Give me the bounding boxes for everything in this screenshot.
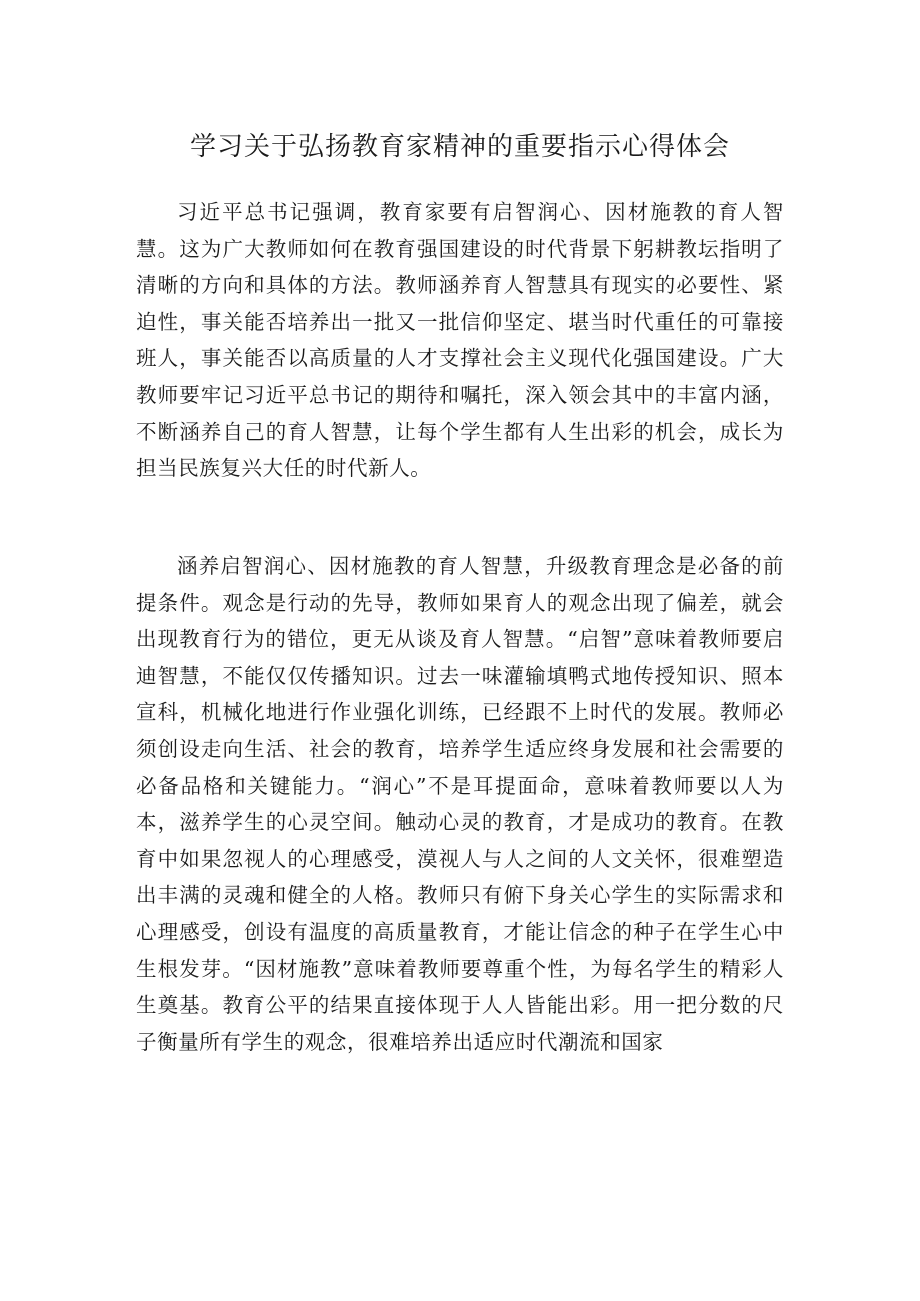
paragraph-1: 习近平总书记强调，教育家要有启智润心、因材施教的育人智慧。这为广大教师如何在教育强国建设的时代背景下躬耕教坛指明了清晰的方向和具体的方法。教师涵养育人智慧具有现实的必要性、紧迫性，事关能否培养出一批又一批信仰坚定、堪当时代重任的可靠接班人，事关能否以高质量的人才支撑社会主义现代化强国建设。广大教师要牢记习近平总书记的期待和嘱托，深入领会其中的丰富内涵，不断涵养自己的育人智慧，让每个学生都有人生出彩的机会，成长为担当民族复兴大任的时代新人。 bbox=[136, 200, 784, 481]
paragraph-2: 涵养启智润心、因材施教的育人智慧，升级教育理念是必备的前提条件。观念是行动的先导，教师如果育人的观念出现了偏差，就会出现教育行为的错位，更无从谈及育人智慧。“启智”意味着教师要启迪智慧，不能仅仅传播知识。过去一味灌输填鸭式地传授知识、照本宣科，机械化地进行作业强化训练，已经跟不上时代的发展。教师必须创设走向生活、社会的教育，培养学生适应终身发展和社会需要的必备品格和关键能力。“润心”不是耳提面命，意味着教师要以人为本，滋养学生的心灵空间。触动心灵的教育，才是成功的教育。在教育中如果忽视人的心理感受，漠视人与人之间的人文关怀，很难塑造出丰满的灵魂和健全的人格。教师只有俯下身关心学生的实际需求和心理感受，创设有温度的高质量教育，才能让信念的种子在学生心中生根发芽。“因材施教”意味着教师要尊重个性，为每名学生的精彩人生奠基。教育公平的结果直接体现于人人皆能出彩。用一把分数的尺子衡量所有学生的观念，很难培养出适应时代潮流和国家 bbox=[136, 554, 784, 1054]
document-title: 学习关于弘扬教育家精神的重要指示心得体会 bbox=[189, 132, 730, 162]
